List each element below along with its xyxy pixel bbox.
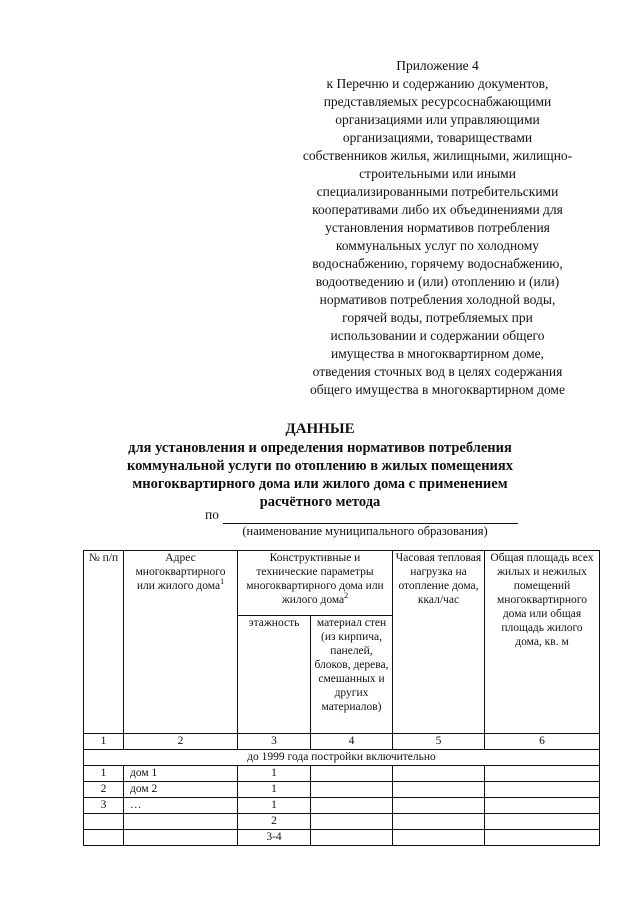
appendix-line: строительными или иными xyxy=(359,166,516,181)
heading-line: расчётного метода xyxy=(259,494,381,510)
col-number: 3 xyxy=(238,734,311,750)
row-load xyxy=(393,798,485,814)
table-row xyxy=(84,798,600,814)
col-number: 2 xyxy=(124,734,238,750)
appendix-line: Приложение 4 xyxy=(396,58,479,73)
row-load xyxy=(393,766,485,782)
municipality-caption: (наименование муниципального образования) xyxy=(242,524,488,538)
col-number: 6 xyxy=(485,734,600,750)
heading-line: многоквартирного дома или жилого дома с применением xyxy=(132,476,508,492)
po-label: по xyxy=(205,507,219,522)
header-load-text: Часовая тепловая нагрузка на отопление дома, ккал/час xyxy=(395,552,482,606)
footnote-marker: 1 xyxy=(220,577,225,587)
row-load xyxy=(393,830,485,846)
header-params xyxy=(238,551,393,616)
appendix-line: водоотведению и (или) отоплению и (или) xyxy=(315,274,560,289)
row-num: 3 xyxy=(84,798,124,814)
section-label: до 1999 года постройки включительно xyxy=(84,750,600,766)
row-walls xyxy=(311,814,393,830)
header-address xyxy=(124,551,238,734)
row-area xyxy=(485,766,600,782)
document-title: ДАННЫЕ xyxy=(285,421,355,437)
document-heading xyxy=(100,420,540,511)
appendix-line: представляемых ресурсоснабжающими xyxy=(323,94,552,109)
appendix-line: коммунальных услуг по холодному xyxy=(335,238,540,253)
heading-line: коммунальной услуги по отоплению в жилых помещениях xyxy=(126,458,514,474)
row-num xyxy=(84,814,124,830)
row-address: дом 1 xyxy=(124,766,238,782)
appendix-line: специализированными потребительскими xyxy=(316,184,559,199)
column-numbers-row xyxy=(84,734,600,750)
appendix-line: использовании и содержании общего xyxy=(330,328,545,343)
appendix-line: кооперативами либо их объединениями для xyxy=(312,202,563,217)
heading-line: для установления и определения нормативов потребления xyxy=(128,440,512,456)
appendix-line: имущества в многоквартирном доме, xyxy=(330,346,544,361)
footnote-marker: 2 xyxy=(344,591,349,601)
row-address: … xyxy=(124,798,238,814)
table-row xyxy=(84,830,600,846)
header-address-text: Адрес многоквартирного или жилого дома xyxy=(135,552,226,592)
appendix-line: горячей воды, потребляемых при xyxy=(342,310,533,325)
row-num xyxy=(84,830,124,846)
appendix-line: собственников жилья, жилищными, жилищно- xyxy=(302,148,573,163)
row-area xyxy=(485,830,600,846)
appendix-line: установления нормативов потребления xyxy=(325,220,550,235)
appendix-line: к Перечню и содержанию документов, xyxy=(326,76,549,91)
header-params-text: Конструктивные и технические параметры многоквартирного дома или жилого дома xyxy=(246,552,384,606)
header-floors: этажность xyxy=(238,616,311,734)
header-area xyxy=(485,551,600,734)
row-floors: 2 xyxy=(238,814,311,830)
appendix-line: общего имущества в многоквартирном доме xyxy=(310,382,565,397)
row-area xyxy=(485,782,600,798)
section-row xyxy=(84,750,600,766)
header-area-text: Общая площадь всех жилых и нежилых помещений многоквартирного дома или общая площадь жилого дома, кв. м xyxy=(490,552,594,648)
header-num-text: № п/п xyxy=(88,552,119,564)
appendix-line: организациями, товариществами xyxy=(342,130,533,145)
row-floors: 1 xyxy=(238,798,311,814)
header-num xyxy=(84,551,124,734)
table-row xyxy=(84,782,600,798)
row-address xyxy=(124,814,238,830)
row-floors: 1 xyxy=(238,766,311,782)
col-number: 4 xyxy=(311,734,393,750)
row-address: дом 2 xyxy=(124,782,238,798)
row-address xyxy=(124,830,238,846)
row-walls xyxy=(311,798,393,814)
row-load xyxy=(393,782,485,798)
row-area xyxy=(485,814,600,830)
data-table xyxy=(83,550,600,846)
header-row xyxy=(84,551,600,616)
appendix-line: организациями или управляющими xyxy=(335,112,540,127)
row-walls xyxy=(311,766,393,782)
header-load xyxy=(393,551,485,734)
row-floors: 3-4 xyxy=(238,830,311,846)
row-area xyxy=(485,798,600,814)
appendix-line: отведения сточных вод в целях содержания xyxy=(312,364,563,379)
municipality-line xyxy=(205,506,535,524)
header-walls: материал стен (из кирпича, панелей, блоков, дерева, смешанных и других материалов) xyxy=(311,616,393,734)
table-row xyxy=(84,766,600,782)
row-num: 1 xyxy=(84,766,124,782)
col-number: 5 xyxy=(393,734,485,750)
appendix-note xyxy=(275,57,600,399)
appendix-line: нормативов потребления холодной воды, xyxy=(319,292,556,307)
row-walls xyxy=(311,830,393,846)
row-floors: 1 xyxy=(238,782,311,798)
row-load xyxy=(393,814,485,830)
row-num: 2 xyxy=(84,782,124,798)
row-walls xyxy=(311,782,393,798)
col-number: 1 xyxy=(84,734,124,750)
appendix-line: водоснабжению, горячему водоснабжению, xyxy=(312,256,563,271)
table-row xyxy=(84,814,600,830)
